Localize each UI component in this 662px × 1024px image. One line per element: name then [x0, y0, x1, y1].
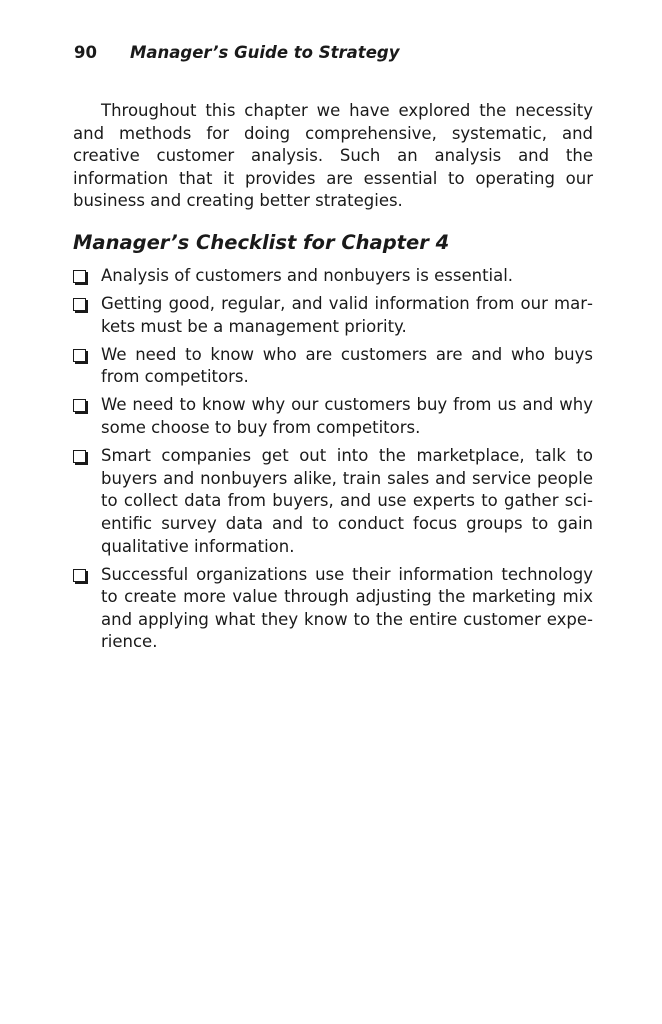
checklist-item-text: Analysis of customers and nonbuyers is essential. [101, 266, 514, 285]
checklist-heading: Manager’s Checklist for Chapter 4 [73, 231, 450, 254]
checklist-item-text: Successful organizations use their information technology to create more value through adjusting the marketing mix and applying what they know to the entire customer experience. [101, 564, 593, 652]
checklist-item [73, 293, 593, 338]
checklist-item [73, 394, 593, 439]
checklist-item [73, 265, 593, 288]
checklist-item [73, 344, 593, 389]
checklist-item-text: We need to know who are customers are and who buys from competitors. [101, 344, 593, 387]
checklist [73, 265, 593, 660]
checkbox-icon [73, 270, 86, 283]
checkbox-icon [73, 399, 86, 412]
checklist-item [73, 564, 593, 654]
checklist-item-text: Smart companies get out into the marketplace, talk to buyers and nonbuyers alike, train sales and service people to collect data from buyers, and use experts to gather scientific survey data and to conduct focus groups to gain qualitative information. [101, 446, 593, 556]
checkbox-icon [73, 349, 86, 362]
checklist-item-text: Getting good, regular, and valid information from our markets must be a management priority. [101, 294, 593, 336]
book-title: Manager’s Guide to Strategy [130, 43, 400, 62]
running-head [74, 42, 399, 64]
checkbox-icon [73, 298, 86, 311]
checkbox-icon [73, 450, 86, 463]
page-number: 90 [74, 43, 97, 62]
checkbox-icon [73, 569, 86, 582]
checklist-item-text: We need to know why our customers buy from us and why some choose to buy from competitors. [101, 395, 593, 438]
intro-paragraph: Throughout this chapter we have explored the necessity and methods for doing comprehensive, systematic, and creative customer analysis. Such an analysis and the information that it provides are essential to operating our business and creating better strategies. [73, 101, 593, 211]
checklist-item [73, 445, 593, 558]
